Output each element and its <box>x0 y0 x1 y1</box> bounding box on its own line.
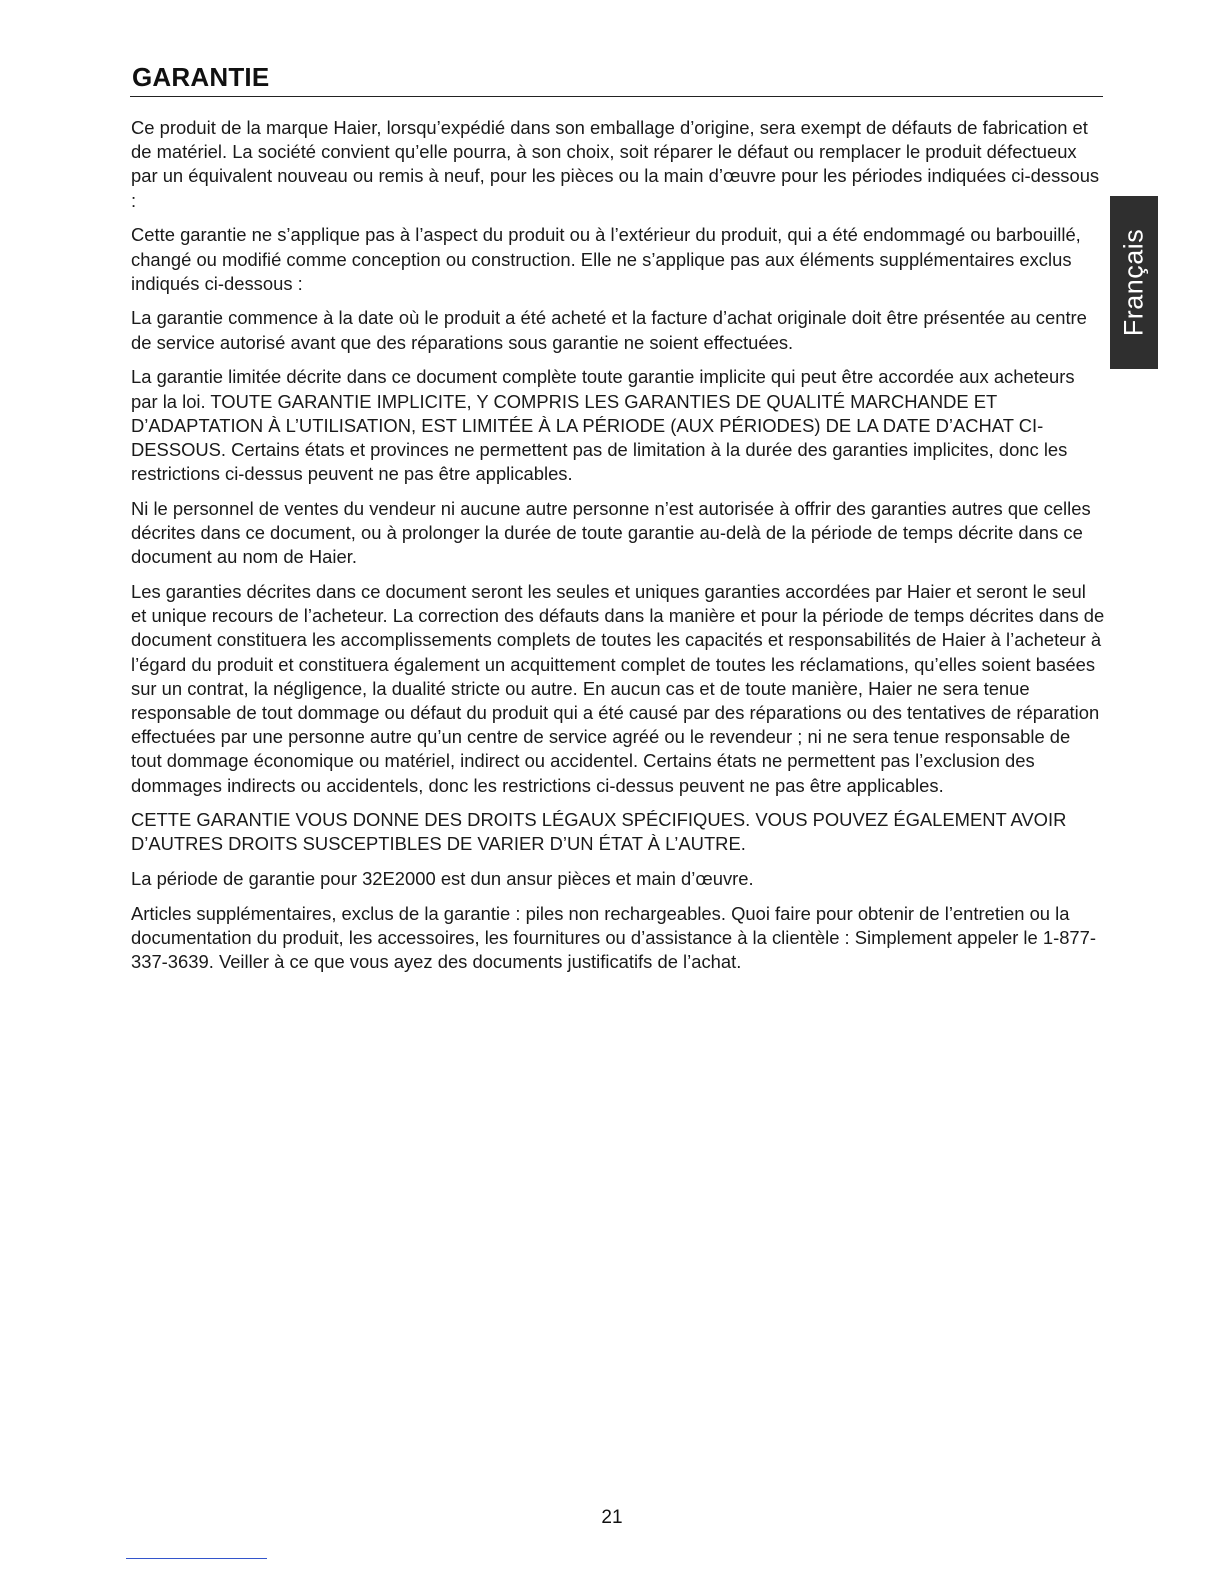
paragraph-exclusions: Cette garantie ne s’applique pas à l’aspect du produit ou à l’extérieur du produit, qui a été endommagé ou barbouillé, changé ou modifié comme conception ou construction. Elle ne s’applique pas aux éléments supplémentaires exclus indiqués ci-dessous : <box>131 224 1081 294</box>
footer-divider <box>126 1558 267 1559</box>
paragraph-start-date: La garantie commence à la date où le produit a été acheté et la facture d’achat originale doit être présentée au centre de service autorisé avant que des réparations sous garantie ne soient effectuées. <box>131 307 1087 353</box>
paragraph-warranty-period: La période de garantie pour 32E2000 est dun ansur pièces et main d’œuvre. <box>131 868 754 890</box>
language-tab <box>1110 196 1158 369</box>
title-divider <box>130 96 1103 97</box>
page-title: GARANTIE <box>132 62 270 92</box>
warranty-body <box>131 116 1106 985</box>
paragraph-legal-rights: CETTE GARANTIE VOUS DONNE DES DROITS LÉGAUX SPÉCIFIQUES. VOUS POUVEZ ÉGALEMENT AVOIR D’AUTRES DROITS SUSCEPTIBLES DE VARIER D’UN ÉTAT À L’AUTRE. <box>131 809 1067 855</box>
page-number: 21 <box>601 1507 623 1528</box>
paragraph-authorization: Ni le personnel de ventes du vendeur ni aucune autre personne n’est autorisée à offrir des garanties autres que celles décrites dans ce document, ou à prolonger la durée de toute garantie au-delà de la période de temps décrite dans ce document au nom de Haier. <box>131 497 1091 568</box>
paragraph-coverage: Ce produit de la marque Haier, lorsqu’expédié dans son emballage d’origine, sera exempt de défauts de fabrication et de matériel. La société convient qu’elle pourra, à son choix, soit réparer le défaut ou remplacer le produit défectueux par un équivalent nouveau ou remis à neuf, pour les pièces ou la main d’œuvre pour les périodes indiquées ci-dessous : <box>131 117 1100 211</box>
paragraph-implied-warranty: La garantie limitée décrite dans ce document complète toute garantie implicite qui peut être accordée aux acheteurs par la loi. TOUTE GARANTIE IMPLICITE, Y COMPRIS LES GARANTIES DE QUALITÉ MARCHANDE ET D’ADAPTATION À L’UTILISATION, EST LIMITÉE À LA PÉRIODE (AUX PÉRIODES) DE LA DATE D’ACHAT CI-DESSOUS. Certains états et provinces ne permettent pas de limitation à la durée des garanties implicites, donc les restrictions ci-dessus peuvent ne pas être applicables. <box>131 366 1075 485</box>
paragraph-exclusive-remedy: Les garanties décrites dans ce document seront les seules et uniques garanties accordées par Haier et seront le seul et unique recours de l’acheteur. La correction des défauts dans la manière et pour la période de temps décrites dans de document constituera les accomplissements complets de toutes les capacités et responsabilités de Haier à l’acheteur à l’égard du produit et constituera également un acquittement complet de toutes les réclamations, qu’elles soient basées sur un contrat, la négligence, la dualité stricte ou autre. En aucun cas et de toute manière, Haier ne sera tenue responsable de tout dommage ou défaut du produit qui a été causé par des réparations ou des tentatives de réparation effectuées par une personne autre qu’un centre de service agréé ou le revendeur ; ni ne sera tenue responsable de tout dommage économique ou matériel, indirect ou accidentel. Certains états ne permettent pas l’exclusion des dommages indirects ou accidentels, donc les restrictions ci-dessus peuvent ne pas être applicables. <box>131 580 1105 796</box>
language-tab-label: Français <box>1118 228 1149 337</box>
paragraph-additional-items: Articles supplémentaires, exclus de la garantie : piles non rechargeables. Quoi faire pour obtenir de l’entretien ou la documentation du produit, les accessoires, les fournitures ou d’assistance à la clientèle : Simplement appeler le 1-877-337-3639. Veiller à ce que vous ayez des documents justificatifs de l’achat. <box>131 902 1097 973</box>
